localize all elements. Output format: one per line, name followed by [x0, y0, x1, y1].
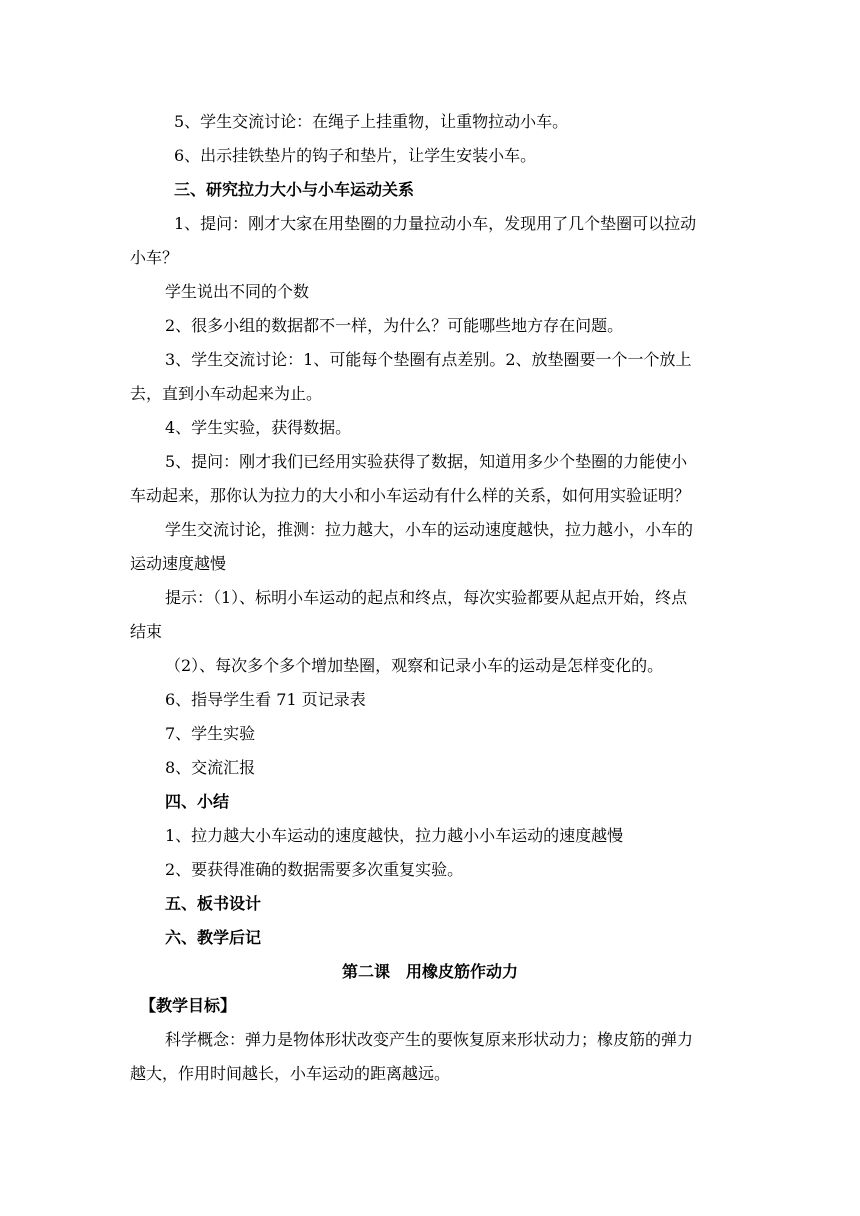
- section-heading-3: 三、研究拉力大小与小车运动关系: [174, 180, 415, 199]
- step-1-question: 1、提问：刚才大家在用垫圈的力量拉动小车，发现用了几个垫圈可以拉动: [174, 214, 697, 233]
- section-heading-5: 五、板书设计: [165, 894, 262, 913]
- lesson-title: 第二课 用橡皮筋作动力: [341, 962, 518, 981]
- step-1-question-cont: 小车？: [130, 248, 179, 267]
- hint-1-cont: 结束: [130, 622, 163, 641]
- summary-1: 1、拉力越大小车运动的速度越快，拉力越小小车运动的速度越慢: [165, 826, 624, 845]
- section-heading-4: 四、小结: [165, 792, 230, 811]
- step-5-question-cont: 车动起来，那你认为拉力的大小和小车运动有什么样的关系，如何用实验证明？: [130, 486, 691, 505]
- student-answer: 学生说出不同的个数: [165, 282, 310, 301]
- science-concept: 科学概念：弹力是物体形状改变产生的要恢复原来形状动力；橡皮筋的弹力: [165, 1030, 694, 1049]
- science-concept-cont: 越大，作用时间越长，小车运动的距离越远。: [130, 1064, 451, 1083]
- step-6-record-table: 6、指导学生看 71 页记录表: [165, 690, 366, 709]
- step-2-data: 2、很多小组的数据都不一样，为什么？可能哪些地方存在问题。: [165, 316, 624, 335]
- hint-2: （2）、每次多个多个增加垫圈，观察和记录小车的运动是怎样变化的。: [165, 656, 664, 675]
- summary-2: 2、要获得准确的数据需要多次重复实验。: [165, 860, 464, 879]
- step-7-experiment: 7、学生实验: [165, 724, 256, 743]
- step-3-discussion-cont: 去，直到小车动起来为止。: [130, 384, 323, 403]
- step-3-discussion: 3、学生交流讨论：1、可能每个垫圈有点差别。2、放垫圈要一个一个放上: [165, 350, 692, 369]
- step-6-install: 6、出示挂铁垫片的钩子和垫片，让学生安装小车。: [174, 146, 537, 165]
- section-heading-6: 六、教学后记: [165, 928, 262, 947]
- hint-1: 提示：（1）、标明小车运动的起点和终点，每次实验都要从起点开始，终点: [165, 588, 688, 607]
- step-8-report: 8、交流汇报: [165, 758, 256, 777]
- step-5-discussion: 5、学生交流讨论：在绳子上挂重物，让重物拉动小车。: [174, 112, 569, 131]
- student-hypothesis-cont: 运动速度越慢: [130, 554, 227, 573]
- step-5-question: 5、提问：刚才我们已经用实验获得了数据，知道用多少个垫圈的力能使小: [165, 452, 688, 471]
- step-4-experiment: 4、学生实验，获得数据。: [165, 418, 352, 437]
- objectives-heading: 【教学目标】: [140, 996, 237, 1015]
- student-hypothesis: 学生交流讨论，推测：拉力越大，小车的运动速度越快，拉力越小，小车的: [165, 520, 694, 539]
